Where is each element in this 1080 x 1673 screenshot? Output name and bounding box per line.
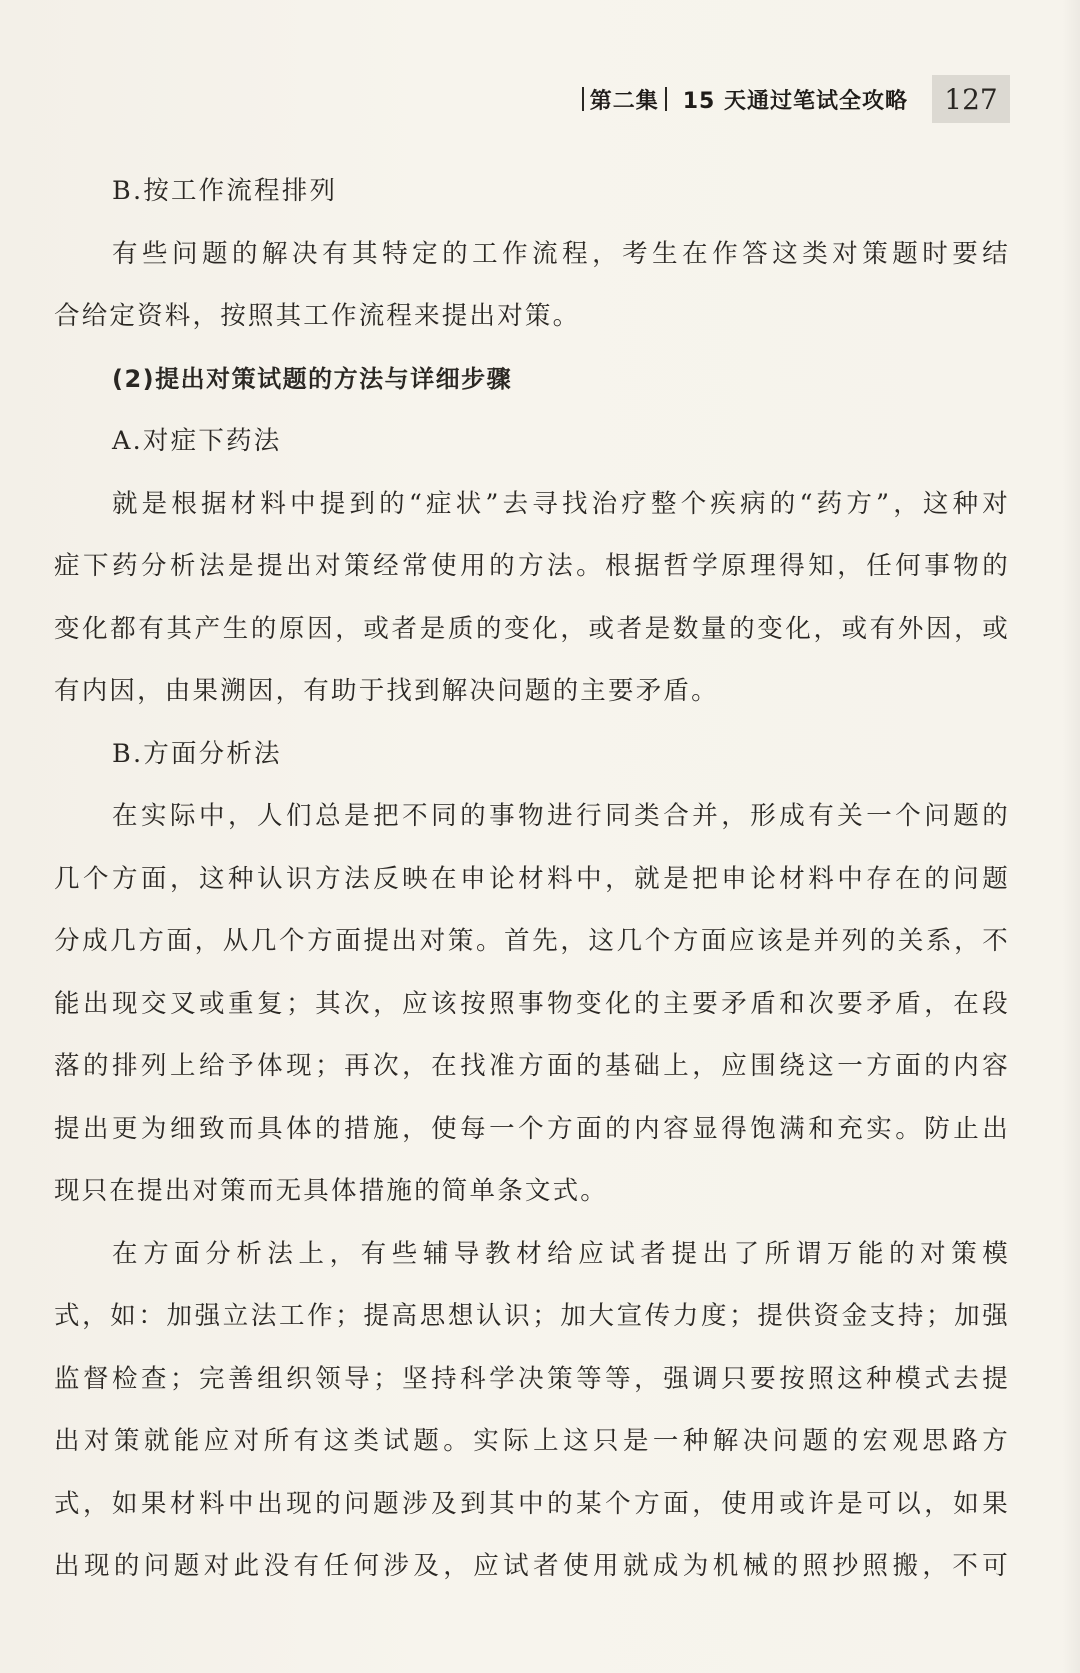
text-line: B.方面分析法: [112, 738, 282, 769]
header-divider-right: [665, 87, 667, 111]
text-line: 有些问题的解决有其特定的工作流程，考生在作答这类对策题时要结: [112, 238, 1010, 269]
text-line: 有内因，由果溯因，有助于找到解决问题的主要矛盾。: [54, 676, 719, 706]
text-line: 监督检查；完善组织领导；坚持科学决策等等，强调只要按照这种模式去提: [54, 1363, 1010, 1394]
page-number: 127: [932, 75, 1010, 123]
text-line: 落的排列上给予体现；再次，在找准方面的基础上，应围绕这一方面的内容: [54, 1051, 1010, 1081]
header-part-label: 第二集: [589, 88, 659, 114]
text-line: 就是根据材料中提到的“症状”去寻找治疗整个疾病的“药方”，这种对: [112, 488, 1010, 519]
running-header: [576, 74, 1010, 124]
text-line: 现只在提出对策而无具体措施的简单条文式。: [54, 1176, 609, 1206]
text-line: 分成几方面，从几个方面提出对策。首先，这几个方面应该是并列的关系，不: [54, 926, 1010, 956]
text-line: 在方面分析法上，有些辅导教材给应试者提出了所谓万能的对策模: [112, 1238, 1010, 1269]
header-divider-left: [582, 87, 584, 111]
text-line: 提出更为细致而具体的措施，使每一个方面的内容显得饱满和充实。防止出: [54, 1113, 1010, 1144]
text-line: 在实际中，人们总是把不同的事物进行同类合并，形成有关一个问题的: [112, 801, 1010, 831]
text-line: 合给定资料，按照其工作流程来提出对策。: [54, 301, 581, 331]
text-line: A.对症下药法: [112, 426, 282, 456]
page-body-text: [54, 160, 1010, 1598]
text-line: 出现的问题对此没有任何涉及，应试者使用就成为机械的照抄照搬，不可: [54, 1551, 1010, 1581]
text-line: B.按工作流程排列: [112, 176, 338, 206]
text-line: 症下药分析法是提出对策经常使用的方法。根据哲学原理得知，任何事物的: [54, 551, 1010, 581]
text-line: 变化都有其产生的原因，或者是质的变化，或者是数量的变化，或有外因，或: [54, 613, 1010, 644]
text-line: 出对策就能应对所有这类试题。实际上这只是一种解决问题的宏观思路方: [54, 1426, 1010, 1456]
page-edge-shadow: [1062, 0, 1080, 1673]
header-book-title: 15 天通过笔试全攻略: [682, 88, 908, 114]
text-line: 式，如果材料中出现的问题涉及到其中的某个方面，使用或许是可以，如果: [54, 1488, 1010, 1519]
section-heading-line: (2)提出对策试题的方法与详细步骤: [112, 364, 513, 393]
text-line: 几个方面，这种认识方法反映在申论材料中，就是把申论材料中存在的问题: [54, 863, 1010, 894]
text-line: 能出现交叉或重复；其次，应该按照事物变化的主要矛盾和次要矛盾，在段: [54, 988, 1010, 1019]
text-line: 式，如：加强立法工作；提高思想认识；加大宣传力度；提供资金支持；加强: [54, 1301, 1010, 1331]
